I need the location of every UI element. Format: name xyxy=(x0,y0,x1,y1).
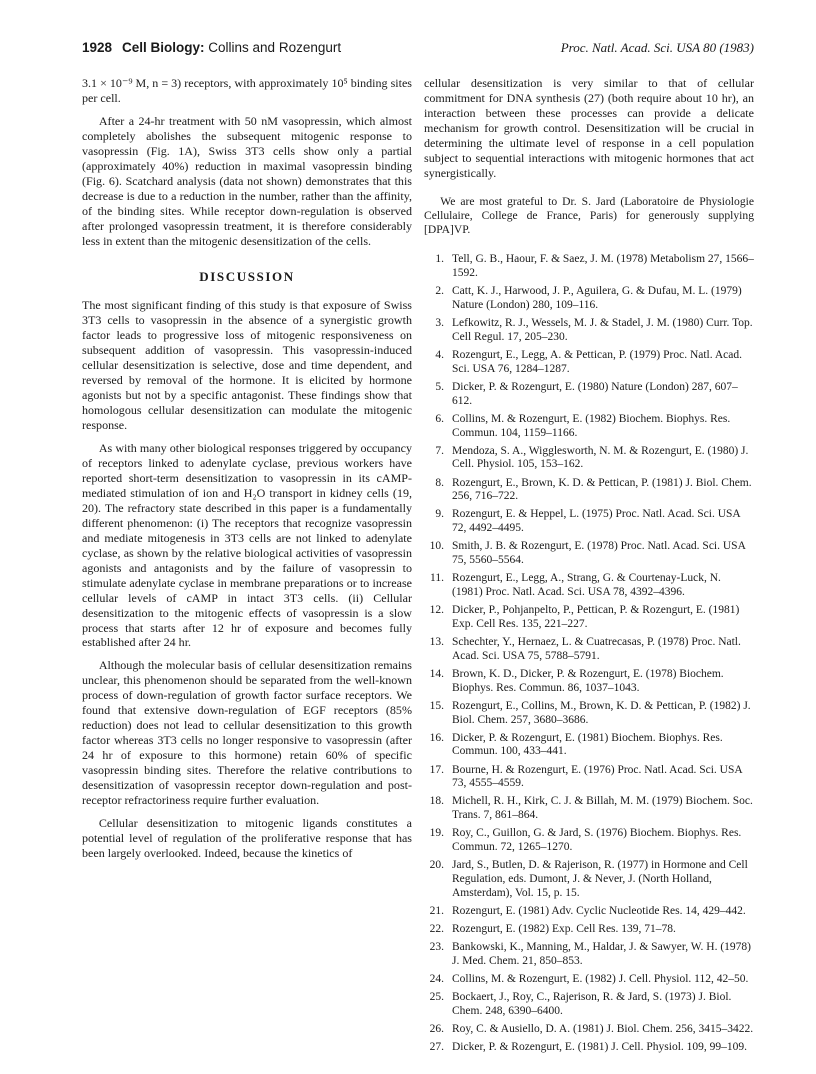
reference-text: Dicker, P. & Rozengurt, E. (1980) Nature (London) 287, 607–612. xyxy=(452,380,738,407)
reference-item xyxy=(424,732,754,760)
reference-item xyxy=(424,604,754,632)
right-column xyxy=(424,76,754,1059)
reference-number: 11. xyxy=(430,572,444,585)
reference-item xyxy=(424,349,754,377)
reference-text: Rozengurt, E., Collins, M., Brown, K. D. & Pettican, P. (1982) J. Biol. Chem. 257, 3680–3686. xyxy=(452,699,751,726)
reference-text: Dicker, P. & Rozengurt, E. (1981) J. Cell. Physiol. 109, 99–109. xyxy=(452,1041,748,1054)
reference-item xyxy=(424,445,754,473)
reference-item xyxy=(424,700,754,728)
discussion-paragraph-2: As with many other biological responses triggered by occupancy of receptors linked to adenylate cyclase, previous workers have reported short-term desensitization to vasopressin in its cAMP-mediated stimulation of ion and H₂O transport in kidney cells (19, 20). The refractory state described in this paper is a fundamentally different phenomenon: (i) The receptors that recognize vasopressin and mediate mitogenesis in 3T3 cells are not linked to adenylate cyclase, as shown by the relative biological activities of vasopressin agonists and antagonists and by the failure of vasopressin to stimulate adenylate cyclase in membrane preparations or to increase cellular levels of cAMP in intact 3T3 cells. (ii) Cellular desensitization to the mitogenic effects of vasopressin is a slow process that starts after 12 hr of exposure and becomes fully established after 24 hr. xyxy=(82,441,412,650)
reference-item xyxy=(424,764,754,792)
journal-citation: Proc. Natl. Acad. Sci. USA 80 (1983) xyxy=(560,40,754,55)
reference-item xyxy=(424,413,754,441)
reference-item xyxy=(424,991,754,1019)
acknowledgment: We are most grateful to Dr. S. Jard (Laboratoire de Physiologie Cellulaire, College de France, Paris) for generously supplying [DPA]VP. xyxy=(424,194,754,237)
reference-text: Bourne, H. & Rozengurt, E. (1976) Proc. Natl. Acad. Sci. USA 73, 4555–4559. xyxy=(452,763,743,790)
reference-item xyxy=(424,381,754,409)
reference-item xyxy=(424,572,754,600)
discussion-paragraph-3: Although the molecular basis of cellular desensitization remains unclear, this phenomenon should be separated from the well-known process of down-regulation of growth factor surface receptors. We found that extensive down-regulation of EGF receptors (85% reduction) does not lead to cellular desensitization to this growth factor whereas 3T3 cells no longer responsive to vasopressin (after 24 hr of exposure to this hormone) retain 60% of specific vasopressin binding sites. Therefore the relative contributions to desensitization of vasopressin receptor down-regulation and post-receptor refractoriness require further evaluation. xyxy=(82,658,412,807)
reference-item xyxy=(424,1041,754,1055)
reference-number: 13. xyxy=(429,635,444,648)
reference-item xyxy=(424,285,754,313)
reference-number: 1. xyxy=(435,253,444,266)
reference-text: Lefkowitz, R. J., Wessels, M. J. & Stadel, J. M. (1980) Curr. Top. Cell Regul. 17, 205–230. xyxy=(452,317,753,343)
reference-number: 8. xyxy=(435,476,444,489)
reference-text: Rozengurt, E. (1981) Adv. Cyclic Nucleotide Res. 14, 429–442. xyxy=(452,904,746,917)
reference-text: Smith, J. B. & Rozengurt, E. (1978) Proc. Natl. Acad. Sci. USA 75, 5560–5564. xyxy=(452,540,746,567)
reference-text: Bankowski, K., Manning, M., Haldar, J. & Sawyer, W. H. (1978) J. Med. Chem. 21, 850–853. xyxy=(452,941,752,967)
reference-item xyxy=(424,795,754,823)
reference-item xyxy=(424,973,754,987)
discussion-heading: DISCUSSION xyxy=(199,269,295,285)
reference-item xyxy=(424,508,754,536)
reference-item xyxy=(424,827,754,855)
reference-item xyxy=(424,668,754,696)
reference-item xyxy=(424,923,754,937)
reference-text: Collins, M. & Rozengurt, E. (1982) Biochem. Biophys. Res. Commun. 104, 1159–1166. xyxy=(452,412,731,439)
reference-text: Mendoza, S. A., Wigglesworth, N. M. & Rozengurt, E. (1980) J. Cell. Physiol. 105, 153–162. xyxy=(452,444,749,471)
reference-text: Catt, K. J., Harwood, J. P., Aguilera, G. & Dufau, M. L. (1979) Nature (London) 280, 109–116. xyxy=(452,285,742,311)
reference-number: 27. xyxy=(429,1041,444,1054)
reference-text: Schechter, Y., Hernaez, L. & Cuatrecasas, P. (1978) Proc. Natl. Acad. Sci. USA 75, 5788–5791. xyxy=(452,635,741,662)
results-paragraph-continued: 3.1 × 10⁻⁹ M, n = 3) receptors, with approximately 10⁵ binding sites per cell. xyxy=(82,76,412,105)
reference-text: Jard, S., Butlen, D. & Rajerison, R. (1977) in Hormone and Cell Regulation, eds. Dumont, J. & Never, J. (North Holland, Amsterdam), Vol. 15, p. 15. xyxy=(452,859,748,899)
left-column xyxy=(82,76,412,861)
reference-text: Rozengurt, E. & Heppel, L. (1975) Proc. Natl. Acad. Sci. USA 72, 4492–4495. xyxy=(452,508,741,535)
reference-number: 20. xyxy=(429,859,444,872)
reference-text: Bockaert, J., Roy, C., Rajerison, R. & Jard, S. (1973) J. Biol. Chem. 248, 6390–6400. xyxy=(452,991,732,1017)
reference-number: 4. xyxy=(435,348,444,361)
reference-number: 3. xyxy=(435,317,444,330)
results-paragraph: After a 24-hr treatment with 50 nM vasopressin, which almost completely abolishes the subsequent mitogenic response to vasopressin (Fig. 1A), Swiss 3T3 cells show only a partial (approximately 40%) reduction in maximal vasopressin binding (Fig. 6). Scatchard analysis (data not shown) demonstrates that this decrease is due to a reduction in the number, rather than the affinity, of the binding sites. While receptor down-regulation is observed after prolonged vasopressin treatment, it is therefore considerably less in extent than the mitogenic desensitization of the cells. xyxy=(82,113,412,248)
reference-item xyxy=(424,1023,754,1037)
reference-number: 14. xyxy=(429,667,444,680)
reference-number: 12. xyxy=(429,604,444,617)
reference-number: 26. xyxy=(429,1022,444,1035)
discussion-paragraph-continued: cellular desensitization is very similar to that of cellular commitment for DNA synthesis (27) (both require about 10 hr), an interaction between these processes can provide a delicate mechanism for growth control. Desensitization will be crucial in determining the ultimate level of response in a cell population subject to sequential interactions with mitogenic hormones that act synergistically. xyxy=(424,76,754,180)
reference-text: Rozengurt, E. (1982) Exp. Cell Res. 139, 71–78. xyxy=(452,922,676,935)
discussion-paragraph-1: The most significant finding of this study is that exposure of Swiss 3T3 cells to vasopressin in the absence of a synergistic growth factor leads to progressive loss of mitogenic responsiveness on subsequent addition of vasopressin. This vasopressin-induced cellular desensitization is selective, dose and time dependent, and reversed by removal of the hormone. It is elicited by hormone agonists but not by a specific antagonist. These findings show that homologous cellular desensitization can modulate the mitogenic response. xyxy=(82,298,412,433)
reference-number: 21. xyxy=(429,904,444,917)
reference-number: 15. xyxy=(429,699,444,712)
reference-text: Dicker, P. & Rozengurt, E. (1981) Biochem. Biophys. Res. Commun. 100, 433–441. xyxy=(452,731,723,758)
reference-number: 23. xyxy=(429,941,444,954)
reference-number: 22. xyxy=(429,922,444,935)
reference-text: Collins, M. & Rozengurt, E. (1982) J. Cell. Physiol. 112, 42–50. xyxy=(452,972,749,985)
reference-item xyxy=(424,636,754,664)
reference-text: Brown, K. D., Dicker, P. & Rozengurt, E. (1978) Biochem. Biophys. Res. Commun. 86, 1037–1043. xyxy=(452,667,724,694)
reference-item xyxy=(424,859,754,900)
reference-item xyxy=(424,317,754,345)
reference-number: 16. xyxy=(429,731,444,744)
running-header xyxy=(82,40,754,60)
reference-text: Rozengurt, E., Legg, A. & Pettican, P. (1979) Proc. Natl. Acad. Sci. USA 76, 1284–1287. xyxy=(452,348,743,375)
reference-text: Tell, G. B., Haour, F. & Saez, J. M. (1978) Metabolism 27, 1566–1592. xyxy=(452,253,754,280)
reference-number: 5. xyxy=(435,380,444,393)
reference-number: 2. xyxy=(435,285,444,298)
reference-number: 6. xyxy=(435,412,444,425)
running-title xyxy=(122,40,341,55)
reference-number: 9. xyxy=(435,508,444,521)
reference-text: Roy, C. & Ausiello, D. A. (1981) J. Biol. Chem. 256, 3415–3422. xyxy=(452,1022,754,1035)
reference-text: Dicker, P., Pohjanpelto, P., Pettican, P. & Rozengurt, E. (1981) Exp. Cell Res. 135, 221–227. xyxy=(452,604,740,630)
page-number: 1928 xyxy=(82,40,113,55)
reference-text: Rozengurt, E., Legg, A., Strang, G. & Courtenay-Luck, N. (1981) Proc. Natl. Acad. Sci. USA 78, 4392–4396. xyxy=(452,572,721,598)
reference-number: 10. xyxy=(429,540,444,553)
reference-number: 25. xyxy=(429,991,444,1004)
reference-number: 24. xyxy=(429,972,444,985)
reference-number: 18. xyxy=(429,795,444,808)
reference-item xyxy=(424,253,754,281)
reference-text: Roy, C., Guillon, G. & Jard, S. (1976) Biochem. Biophys. Res. Commun. 72, 1265–1270. xyxy=(452,827,742,854)
reference-list xyxy=(424,253,754,1055)
reference-text: Rozengurt, E., Brown, K. D. & Pettican, P. (1981) J. Biol. Chem. 256, 716–722. xyxy=(452,476,752,503)
reference-item xyxy=(424,540,754,568)
reference-item xyxy=(424,477,754,505)
reference-number: 7. xyxy=(435,444,444,457)
discussion-paragraph-4: Cellular desensitization to mitogenic ligands constitutes a potential level of regulation of the proliferative response that has been largely overlooked. Indeed, because the kinetics of xyxy=(82,815,412,860)
reference-number: 17. xyxy=(429,763,444,776)
reference-text: Michell, R. H., Kirk, C. J. & Billah, M. M. (1979) Biochem. Soc. Trans. 7, 861–864. xyxy=(452,795,753,822)
running-authors: Collins and Rozengurt xyxy=(208,40,342,55)
reference-number: 19. xyxy=(429,827,444,840)
reference-item xyxy=(424,905,754,919)
reference-item xyxy=(424,941,754,969)
section-name: Cell Biology: xyxy=(122,40,205,55)
